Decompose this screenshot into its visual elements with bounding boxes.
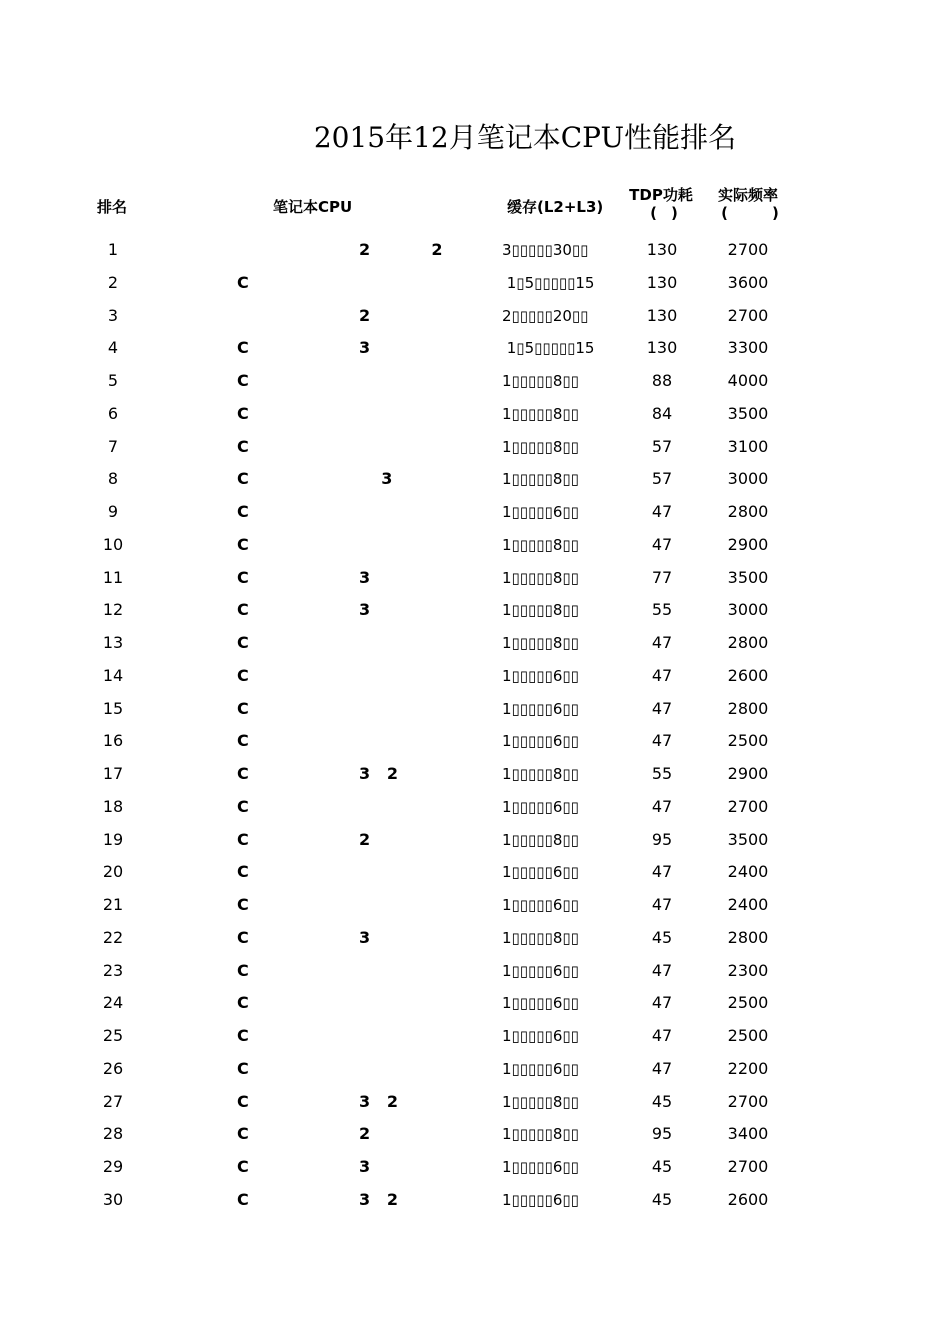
tdp-cell: 45 bbox=[651, 1091, 673, 1111]
frequency-cell: 3600 bbox=[727, 272, 769, 292]
tdp-cell: 47 bbox=[651, 534, 673, 554]
cpu-name-cell: C bbox=[237, 567, 249, 587]
cpu-name-cell: C bbox=[237, 927, 249, 947]
header-frequency-unit bbox=[700, 204, 796, 222]
cpu-name-cell: C bbox=[237, 1026, 249, 1045]
rank-cell: 2 bbox=[107, 272, 119, 292]
table-row bbox=[0, 627, 950, 660]
frequency-cell: 3000 bbox=[727, 469, 769, 489]
cpu-name-cell: C bbox=[237, 1124, 249, 1144]
tdp-cell: 47 bbox=[651, 502, 673, 521]
table-row bbox=[0, 594, 950, 627]
tdp-cell: 57 bbox=[651, 469, 673, 489]
tdp-cell: 130 bbox=[646, 240, 678, 259]
frequency-cell: 2600 bbox=[727, 1189, 769, 1209]
rank-cell: 28 bbox=[102, 1124, 124, 1144]
table-row bbox=[0, 1086, 950, 1119]
rank-cell: 12 bbox=[102, 600, 124, 620]
cache-cell: 1▯▯▯▯▯8▯▯ bbox=[502, 470, 579, 489]
rank-cell: 15 bbox=[102, 698, 124, 718]
cpu-name-cell: C bbox=[237, 1189, 249, 1209]
cpu-model-cell: 2 bbox=[359, 305, 371, 325]
frequency-cell: 2400 bbox=[727, 862, 769, 882]
header-tdp-unit bbox=[614, 204, 708, 222]
table-row bbox=[0, 758, 950, 791]
rank-cell: 13 bbox=[102, 633, 124, 652]
cache-cell: 1▯▯▯▯▯8▯▯ bbox=[502, 830, 579, 849]
cache-cell: 1▯▯▯▯▯6▯▯ bbox=[502, 961, 579, 980]
tdp-cell: 47 bbox=[651, 1058, 673, 1078]
cache-cell: 1▯▯▯▯▯8▯▯ bbox=[502, 601, 579, 620]
rank-cell: 6 bbox=[107, 403, 119, 423]
table-row bbox=[0, 889, 950, 922]
frequency-cell: 2900 bbox=[727, 764, 769, 783]
tdp-cell: 130 bbox=[646, 272, 678, 292]
cache-cell: 1▯▯▯▯▯6▯▯ bbox=[502, 797, 579, 816]
table-row bbox=[0, 1118, 950, 1151]
cpu-ranking-table bbox=[0, 234, 950, 1217]
cpu-name-cell: C bbox=[237, 1058, 249, 1078]
table-row bbox=[0, 1184, 950, 1217]
tdp-cell: 47 bbox=[651, 960, 673, 980]
header-frequency-paren-close: ) bbox=[772, 204, 779, 222]
table-row bbox=[0, 725, 950, 758]
rank-cell: 26 bbox=[102, 1058, 124, 1078]
page-title: 2015年12月笔记本CPU性能排名 bbox=[313, 121, 737, 154]
rank-cell: 20 bbox=[102, 862, 124, 882]
cpu-model-cell: 3 bbox=[359, 1157, 371, 1176]
header-cpu: 笔记本CPU bbox=[273, 198, 353, 216]
frequency-cell: 3500 bbox=[727, 829, 769, 849]
cpu-model-cell: 2 bbox=[359, 1124, 371, 1144]
header-frequency-label: 实际频率 bbox=[717, 186, 778, 204]
rank-cell: 8 bbox=[107, 469, 119, 489]
cpu-name-cell: C bbox=[237, 633, 249, 652]
frequency-cell: 2300 bbox=[727, 960, 769, 980]
tdp-cell: 95 bbox=[651, 829, 673, 849]
header-frequency-paren-open: ( bbox=[721, 204, 728, 222]
tdp-cell: 47 bbox=[651, 698, 673, 718]
rank-cell: 16 bbox=[102, 731, 124, 751]
cpu-model-cell: 3 bbox=[359, 567, 371, 587]
cpu-name-cell: C bbox=[237, 1157, 249, 1176]
cache-cell: 1▯5▯▯▯▯▯15 bbox=[502, 339, 595, 358]
tdp-cell: 88 bbox=[651, 371, 673, 390]
frequency-cell: 2900 bbox=[727, 534, 769, 554]
tdp-cell: 55 bbox=[651, 600, 673, 620]
cache-cell: 1▯▯▯▯▯8▯▯ bbox=[502, 765, 579, 783]
tdp-cell: 47 bbox=[651, 862, 673, 882]
frequency-cell: 2700 bbox=[727, 796, 769, 816]
cpu-model-cell: 3 2 bbox=[359, 1091, 398, 1111]
cache-cell: 1▯▯▯▯▯8▯▯ bbox=[502, 568, 579, 587]
table-row bbox=[0, 398, 950, 431]
frequency-cell: 3300 bbox=[727, 338, 769, 358]
rank-cell: 4 bbox=[107, 338, 119, 358]
header-tdp-paren-open: ( bbox=[650, 204, 657, 222]
cache-cell: 1▯▯▯▯▯6▯▯ bbox=[502, 896, 579, 914]
rank-cell: 19 bbox=[102, 829, 124, 849]
cache-cell: 1▯▯▯▯▯8▯▯ bbox=[502, 1092, 579, 1111]
table-row bbox=[0, 693, 950, 726]
cache-cell: 1▯▯▯▯▯6▯▯ bbox=[502, 994, 579, 1013]
header-tdp-paren-close: ) bbox=[671, 204, 678, 222]
table-row bbox=[0, 267, 950, 300]
tdp-cell: 57 bbox=[651, 436, 673, 456]
table-row bbox=[0, 300, 950, 333]
frequency-cell: 2800 bbox=[727, 502, 769, 521]
cpu-name-cell: C bbox=[237, 469, 249, 489]
rank-cell: 17 bbox=[102, 764, 124, 783]
frequency-cell: 2500 bbox=[727, 731, 769, 751]
cache-cell: 1▯▯▯▯▯6▯▯ bbox=[502, 1158, 579, 1176]
frequency-cell: 2600 bbox=[727, 665, 769, 685]
cpu-name-cell: C bbox=[237, 534, 249, 554]
cpu-name-cell: C bbox=[237, 600, 249, 620]
rank-cell: 5 bbox=[107, 371, 119, 390]
cache-cell: 1▯▯▯▯▯8▯▯ bbox=[502, 404, 579, 423]
cache-cell: 1▯▯▯▯▯6▯▯ bbox=[502, 863, 579, 882]
table-row bbox=[0, 955, 950, 988]
cpu-name-cell: C bbox=[237, 796, 249, 816]
cpu-name-cell: C bbox=[237, 862, 249, 882]
cpu-name-cell: C bbox=[237, 436, 249, 456]
cpu-model-cell: 3 2 bbox=[359, 1189, 398, 1209]
frequency-cell: 2800 bbox=[727, 927, 769, 947]
tdp-cell: 47 bbox=[651, 895, 673, 914]
frequency-cell: 2200 bbox=[727, 1058, 769, 1078]
rank-cell: 18 bbox=[102, 796, 124, 816]
cpu-model-cell: 3 2 bbox=[359, 764, 398, 783]
cache-cell: 1▯▯▯▯▯8▯▯ bbox=[502, 535, 579, 554]
rank-cell: 3 bbox=[107, 305, 119, 325]
table-row bbox=[0, 234, 950, 267]
cache-cell: 1▯▯▯▯▯8▯▯ bbox=[502, 928, 579, 947]
cache-cell: 1▯▯▯▯▯6▯▯ bbox=[502, 503, 579, 521]
frequency-cell: 2500 bbox=[727, 993, 769, 1013]
cpu-name-cell: C bbox=[237, 698, 249, 718]
cpu-name-cell: C bbox=[237, 829, 249, 849]
table-row bbox=[0, 562, 950, 595]
table-row bbox=[0, 332, 950, 365]
tdp-cell: 45 bbox=[651, 1189, 673, 1209]
table-row bbox=[0, 365, 950, 398]
frequency-cell: 2700 bbox=[727, 1157, 769, 1176]
cpu-name-cell: C bbox=[237, 960, 249, 980]
frequency-cell: 2800 bbox=[727, 633, 769, 652]
cache-cell: 1▯▯▯▯▯8▯▯ bbox=[502, 634, 579, 652]
rank-cell: 29 bbox=[102, 1157, 124, 1176]
cache-cell: 1▯▯▯▯▯8▯▯ bbox=[502, 437, 579, 456]
tdp-cell: 55 bbox=[651, 764, 673, 783]
frequency-cell: 3500 bbox=[727, 403, 769, 423]
tdp-cell: 95 bbox=[651, 1124, 673, 1144]
tdp-cell: 84 bbox=[651, 403, 673, 423]
header-rank: 排名 bbox=[97, 198, 128, 216]
table-row bbox=[0, 987, 950, 1020]
table-row bbox=[0, 1151, 950, 1184]
frequency-cell: 2800 bbox=[727, 698, 769, 718]
header-cache: 缓存(L2+L3) bbox=[507, 198, 604, 216]
frequency-cell: 2400 bbox=[727, 895, 769, 914]
tdp-cell: 130 bbox=[646, 338, 678, 358]
cache-cell: 3▯▯▯▯▯30▯▯ bbox=[502, 241, 589, 259]
frequency-cell: 3000 bbox=[727, 600, 769, 620]
cache-cell: 1▯5▯▯▯▯▯15 bbox=[502, 273, 595, 292]
cpu-name-cell: C bbox=[237, 403, 249, 423]
tdp-cell: 47 bbox=[651, 731, 673, 751]
rank-cell: 11 bbox=[102, 567, 124, 587]
cpu-name-cell: C bbox=[237, 731, 249, 751]
frequency-cell: 4000 bbox=[727, 371, 769, 390]
frequency-cell: 2700 bbox=[727, 240, 769, 259]
table-row bbox=[0, 922, 950, 955]
header-tdp bbox=[614, 186, 708, 222]
rank-cell: 24 bbox=[102, 993, 124, 1013]
tdp-cell: 47 bbox=[651, 796, 673, 816]
rank-cell: 1 bbox=[107, 240, 119, 259]
tdp-cell: 47 bbox=[651, 633, 673, 652]
cpu-name-cell: C bbox=[237, 1091, 249, 1111]
rank-cell: 25 bbox=[102, 1026, 124, 1045]
cache-cell: 1▯▯▯▯▯6▯▯ bbox=[502, 699, 579, 718]
cache-cell: 1▯▯▯▯▯6▯▯ bbox=[502, 1059, 579, 1078]
table-row bbox=[0, 1020, 950, 1053]
cache-cell: 1▯▯▯▯▯6▯▯ bbox=[502, 1027, 579, 1045]
rank-cell: 22 bbox=[102, 927, 124, 947]
frequency-cell: 2700 bbox=[727, 305, 769, 325]
table-row bbox=[0, 791, 950, 824]
cpu-model-cell: 2 bbox=[359, 829, 371, 849]
header-frequency bbox=[700, 186, 796, 222]
cache-cell: 1▯▯▯▯▯6▯▯ bbox=[502, 1190, 579, 1209]
cpu-name-cell: C bbox=[237, 338, 249, 358]
tdp-cell: 47 bbox=[651, 1026, 673, 1045]
rank-cell: 14 bbox=[102, 665, 124, 685]
cpu-name-cell: C bbox=[237, 371, 249, 390]
tdp-cell: 45 bbox=[651, 927, 673, 947]
table-row bbox=[0, 529, 950, 562]
table-row bbox=[0, 431, 950, 464]
rank-cell: 10 bbox=[102, 534, 124, 554]
table-row bbox=[0, 660, 950, 693]
cache-cell: 1▯▯▯▯▯6▯▯ bbox=[502, 666, 579, 685]
cache-cell: 1▯▯▯▯▯8▯▯ bbox=[502, 1125, 579, 1144]
cpu-name-cell: C bbox=[237, 895, 249, 914]
rank-cell: 21 bbox=[102, 895, 124, 914]
table-row bbox=[0, 496, 950, 529]
frequency-cell: 2700 bbox=[727, 1091, 769, 1111]
header-tdp-label: TDP功耗 bbox=[629, 186, 693, 204]
cpu-name-cell: C bbox=[237, 272, 249, 292]
tdp-cell: 47 bbox=[651, 665, 673, 685]
cache-cell: 1▯▯▯▯▯6▯▯ bbox=[502, 732, 579, 751]
cpu-model-cell: 3 bbox=[359, 600, 371, 620]
tdp-cell: 130 bbox=[646, 305, 678, 325]
tdp-cell: 45 bbox=[651, 1157, 673, 1176]
cpu-model-cell: 3 bbox=[359, 927, 371, 947]
frequency-cell: 2500 bbox=[727, 1026, 769, 1045]
frequency-cell: 3500 bbox=[727, 567, 769, 587]
cpu-name-cell: C bbox=[237, 993, 249, 1013]
table-row bbox=[0, 856, 950, 889]
cpu-model-cell: 3 bbox=[359, 338, 371, 358]
tdp-cell: 47 bbox=[651, 993, 673, 1013]
cpu-name-cell: C bbox=[237, 665, 249, 685]
table-row bbox=[0, 1053, 950, 1086]
table-row bbox=[0, 463, 950, 496]
cache-cell: 2▯▯▯▯▯20▯▯ bbox=[502, 306, 589, 325]
rank-cell: 27 bbox=[102, 1091, 124, 1111]
frequency-cell: 3100 bbox=[727, 436, 769, 456]
rank-cell: 23 bbox=[102, 960, 124, 980]
tdp-cell: 77 bbox=[651, 567, 673, 587]
table-row bbox=[0, 824, 950, 857]
cache-cell: 1▯▯▯▯▯8▯▯ bbox=[502, 372, 579, 390]
cpu-model-cell: 3 bbox=[359, 469, 393, 489]
cpu-model-cell: 2 2 bbox=[359, 240, 443, 259]
rank-cell: 30 bbox=[102, 1189, 124, 1209]
rank-cell: 7 bbox=[107, 436, 119, 456]
frequency-cell: 3400 bbox=[727, 1124, 769, 1144]
rank-cell: 9 bbox=[107, 502, 119, 521]
cpu-name-cell: C bbox=[237, 502, 249, 521]
cpu-name-cell: C bbox=[237, 764, 249, 783]
